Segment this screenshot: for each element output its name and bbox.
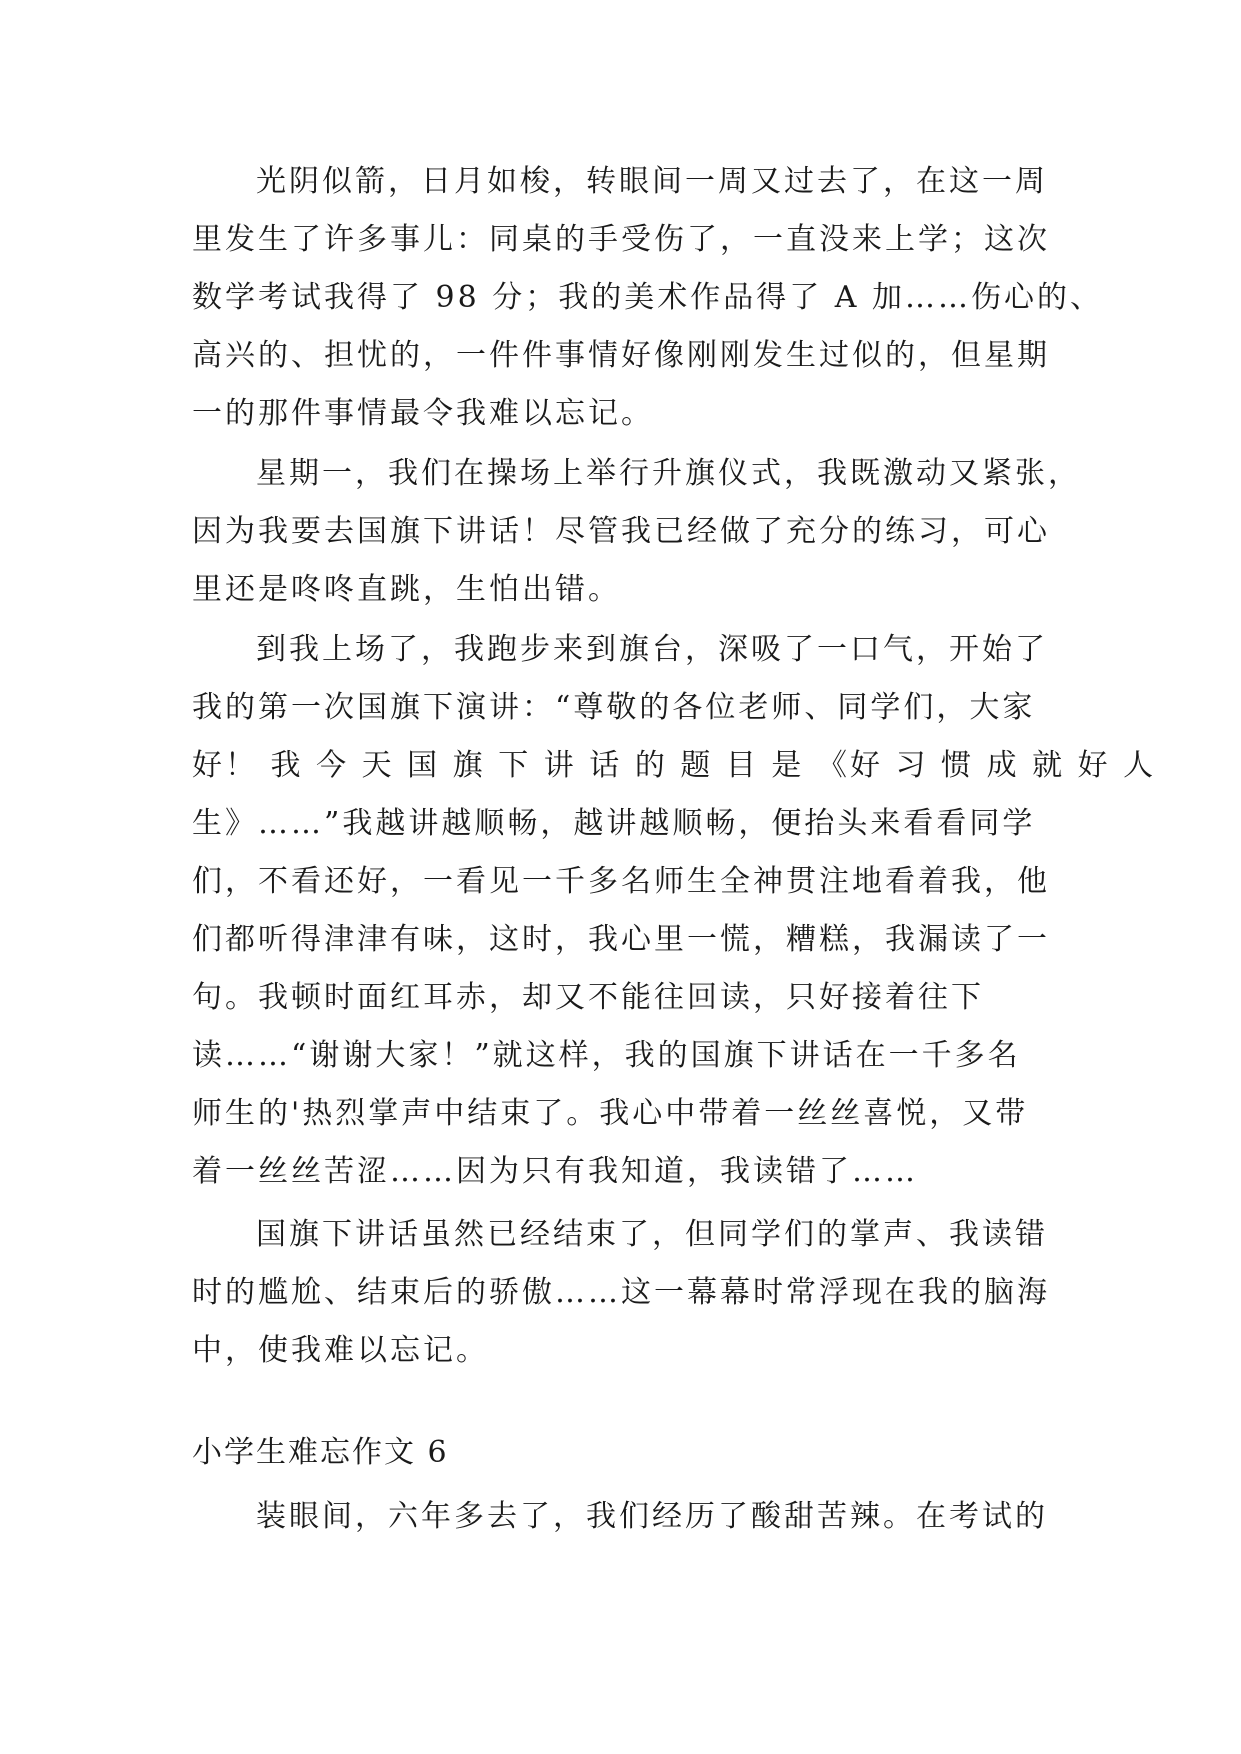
paragraph-line: 里还是咚咚直跳，生怕出错。 bbox=[192, 572, 621, 607]
section-title: 小学生难忘作文 6 bbox=[192, 1435, 449, 1470]
paragraph-line: 因为我要去国旗下讲话！尽管我已经做了充分的练习，可心 bbox=[192, 514, 1050, 549]
paragraph-line: 到我上场了，我跑步来到旗台，深吸了一口气，开始了 bbox=[256, 632, 1048, 667]
paragraph-5 bbox=[192, 1488, 1062, 1546]
paragraph-1 bbox=[192, 153, 1103, 443]
paragraph-line: 里发生了许多事儿：同桌的手受伤了，一直没来上学；这次 bbox=[192, 222, 1050, 257]
paragraph-line: 一的那件事情最令我难以忘记。 bbox=[192, 396, 654, 431]
paragraph-3 bbox=[192, 621, 1157, 1201]
paragraph-4 bbox=[192, 1206, 1062, 1380]
paragraph-line: 国旗下讲话虽然已经结束了，但同学们的掌声、我读错 bbox=[256, 1217, 1048, 1252]
paragraph-line: 句。我顿时面红耳赤，却又不能往回读，只好接着往下 bbox=[192, 980, 984, 1015]
section-heading-block bbox=[192, 1424, 1062, 1482]
paragraph-line: 高兴的、担忧的，一件件事情好像刚刚发生过似的，但星期 bbox=[192, 338, 1050, 373]
paragraph-line: 装眼间，六年多去了，我们经历了酸甜苦辣。在考试的 bbox=[256, 1499, 1048, 1534]
paragraph-line: 读……“谢谢大家！”就这样，我的国旗下讲话在一千多名 bbox=[192, 1038, 1021, 1073]
paragraph-line: 光阴似箭，日月如梭，转眼间一周又过去了，在这一周 bbox=[256, 164, 1048, 199]
paragraph-line: 着一丝丝苦涩……因为只有我知道，我读错了…… bbox=[192, 1154, 918, 1189]
paragraph-line: 们都听得津津有味，这时，我心里一慌，糟糕，我漏读了一 bbox=[192, 922, 1050, 957]
paragraph-line: 时的尴尬、结束后的骄傲……这一幕幕时常浮现在我的脑海 bbox=[192, 1275, 1050, 1310]
paragraph-line: 好！ 我 今 天 国 旗 下 讲 话 的 题 目 是 《好 习 惯 成 就 好 人 bbox=[192, 748, 1157, 783]
paragraph-line: 数学考试我得了 98 分；我的美术作品得了 A 加……伤心的、 bbox=[192, 280, 1103, 315]
paragraph-line: 们，不看还好，一看见一千多名师生全神贯注地看着我，他 bbox=[192, 864, 1050, 899]
paragraph-line: 中，使我难以忘记。 bbox=[192, 1333, 489, 1368]
paragraph-2 bbox=[192, 445, 1081, 619]
paragraph-line: 星期一，我们在操场上举行升旗仪式，我既激动又紧张， bbox=[256, 456, 1081, 491]
paragraph-line: 生》……”我越讲越顺畅，越讲越顺畅，便抬头来看看同学 bbox=[192, 806, 1036, 841]
paragraph-line: 我的第一次国旗下演讲：“尊敬的各位老师、同学们，大家 bbox=[192, 690, 1036, 725]
paragraph-line: 师生的'热烈掌声中结束了。我心中带着一丝丝喜悦，又带 bbox=[192, 1096, 1029, 1131]
